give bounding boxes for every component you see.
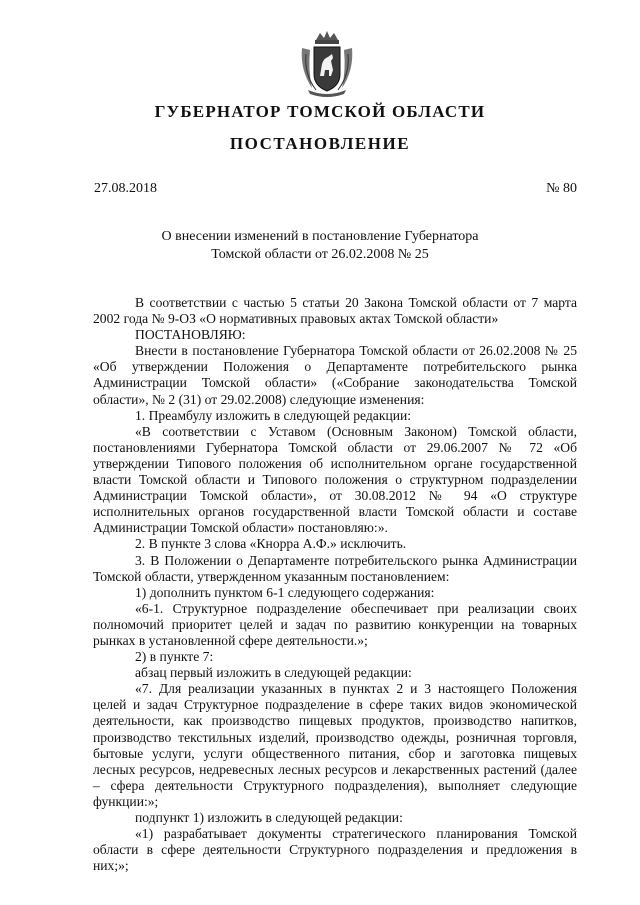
paragraph: абзац первый изложить в следующей редакции: — [135, 665, 412, 681]
document-date: 27.08.2018 — [94, 181, 157, 196]
paragraph: 3. В Положении о Департаменте потребительского рынка Администрации Томской области, утвержденном указанным постановлением: — [93, 552, 577, 584]
paragraph: «6-1. Структурное подразделение обеспечивает при реализации своих полномочий приоритет целей и задач по развитию конкуренции на товарных рынках в установленной сфере деятельности.»; — [93, 600, 577, 648]
document-subject — [150, 228, 490, 264]
paragraph: «7. Для реализации указанных в пунктах 2 и 3 настоящего Положения целей и задач Структурное подразделение в сфере таких видов экономической деятельности, как производство пищевых продуктов, производство напитков, производство текстильных изделий, производство одежды, розничная торговля, бытовые услуги, услуги общественного питания, сбор и заготовка пищевых лесных ресурсов, недревесных лесных ресурсов и лекарственных растений (далее – сфера деятельности Структурного подразделения), выполняет следующие функции:»; — [93, 681, 577, 809]
paragraph: «1) разрабатывает документы стратегического планирования Томской области в сфере деятельности Структурного подразделения и предложения в них;»; — [93, 826, 577, 874]
paragraph: Внести в постановление Губернатора Томской области от 26.02.2008 № 25 «Об утверждении Положения о Департаменте потребительского рынка Администрации Томской области» («Собрание законодательства Томской области», № 2 (31) от 29.02.2008) следующие изменения: — [93, 343, 577, 407]
subject-line: О внесении изменений в постановление Губернатора — [161, 229, 479, 244]
paragraph: 2. В пункте 3 слова «Кнорра А.Ф.» исключить. — [135, 536, 407, 552]
paragraph: «В соответствии с Уставом (Основным Законом) Томской области, постановлениями Губернатора Томской области от 29.06.2007 № 72 «Об утверждении Типового положения об исполнительном органе государственной власти Томской области и Типового положения о структурном подразделении Администрации Томской области», от 30.08.2012 № 94 «О структуре исполнительных органов государственной власти Томской области и составе Администрации Томской области» постановляю:». — [93, 423, 577, 536]
authority-title: ГУБЕРНАТОР ТОМСКОЙ ОБЛАСТИ — [154, 102, 486, 121]
paragraph: ПОСТАНОВЛЯЮ: — [135, 327, 246, 343]
paragraph: 2) в пункте 7: — [135, 649, 214, 665]
document-body — [93, 295, 577, 874]
subject-line: Томской области от 26.02.2008 № 25 — [211, 247, 429, 262]
document-number: № 80 — [546, 181, 577, 196]
paragraph: подпункт 1) изложить в следующей редакции: — [135, 810, 403, 825]
coat-of-arms-emblem — [298, 30, 356, 98]
paragraph: 1) дополнить пунктом 6-1 следующего содержания: — [135, 584, 435, 600]
paragraph: В соответствии с частью 5 статьи 20 Закона Томской области от 7 марта 2002 года № 9-ОЗ «О нормативных правовых актах Томской области» — [93, 295, 577, 327]
document-type: ПОСТАНОВЛЕНИЕ — [229, 134, 411, 153]
paragraph: 1. Преамбулу изложить в следующей редакции: — [135, 407, 412, 423]
